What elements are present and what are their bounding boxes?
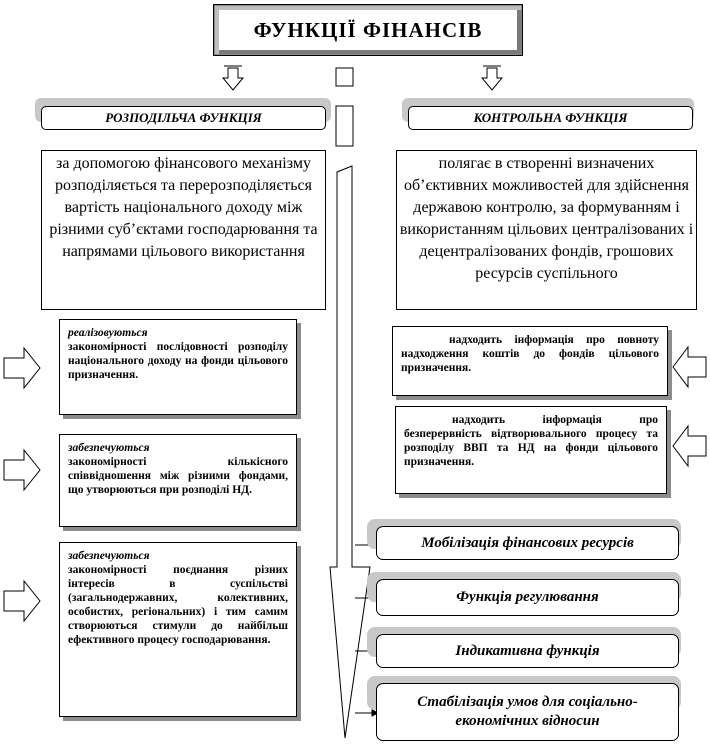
- control-function-header: КОНТРОЛЬНА ФУНКЦІЯ: [408, 106, 693, 130]
- right-down-arrow: [482, 66, 502, 90]
- center-square-mid: [336, 106, 353, 146]
- left-side-arrow-1: [4, 348, 40, 388]
- indicative-item: Індикативна функція: [376, 634, 679, 668]
- left-down-arrow: [223, 66, 243, 90]
- stabilization-item: Стабілізація умов для соціально-економічних відносин: [376, 683, 679, 741]
- center-square-top: [336, 68, 353, 86]
- left-note-box-1: [59, 319, 297, 415]
- control-function-description: полягає в створенні визначених об’єктивних можливостей для здійснення державою контролю, за формуванням і використанням цільових централізованих і децентралізованих фондів, грошових ресурсів суспільного: [396, 150, 697, 310]
- mobilization-item: Мобілізація фінансових ресурсів: [376, 526, 679, 560]
- right-note-2-text: надходить інформація про безперервність відтворювального процесу та розподілу ВВП та НД на фонди цільового призначення.: [404, 414, 658, 468]
- distribution-function-description: за допомогою фінансового механізму розподіляється та перерозподіляється вартість національного доходу між різними суб’єктами господарювання та напрямами цільового використання: [41, 150, 326, 310]
- right-note-box-1: [392, 326, 668, 396]
- left-note-1-text: закономірності послідовності розподілу національного доходу на фонди цільового призначення.: [68, 341, 288, 381]
- left-note-box-2: [59, 434, 297, 527]
- left-note-box-3: [59, 542, 297, 717]
- right-side-arrow-2: [673, 426, 706, 466]
- left-note-1-verb: реалізовуються: [68, 327, 148, 339]
- left-note-2-verb: забезпечуються: [68, 442, 150, 454]
- right-note-1-text: надходить інформація про повноту надходження коштів до фондів цільового призначення.: [401, 334, 659, 374]
- distribution-function-header: РОЗПОДІЛЬЧА ФУНКЦІЯ: [41, 106, 326, 130]
- diagram-title: ФУНКЦІЇ ФІНАНСІВ: [213, 4, 523, 56]
- left-note-2-text: закономірності кількісного співвідношення між різними фондами, що утворюються при розподілі НД.: [68, 456, 288, 496]
- left-note-3-verb: забезпечуються: [68, 550, 150, 562]
- right-side-arrow-1: [673, 347, 706, 387]
- right-note-box-2: [395, 406, 667, 494]
- regulation-item: Функція регулювання: [376, 579, 679, 616]
- left-side-arrow-3: [4, 581, 40, 621]
- left-note-3-text: закономірності поєднання різних інтересів в суспільстві (загальнодержавних, колективних, особистих, регіональних) і тим самим створюються стимули до найбільш ефективного процесу господарювання.: [68, 564, 288, 646]
- center-long-arrow: [330, 166, 370, 738]
- left-side-arrow-2: [4, 450, 40, 490]
